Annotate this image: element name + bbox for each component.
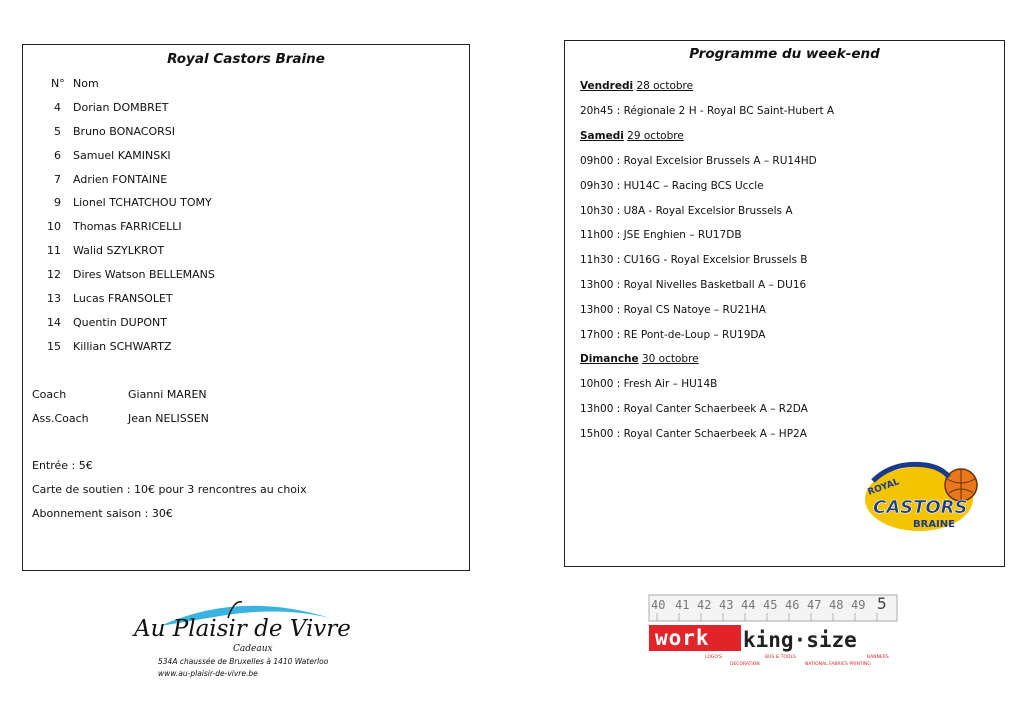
ruler-mark: 41: [675, 598, 690, 612]
logo-text-braine: BRAINE: [913, 519, 955, 530]
sponsor-address: 534A chaussée de Bruxelles à 1410 Waterloo: [158, 657, 329, 666]
day-heading-sunday: [580, 353, 699, 365]
player-number: 10: [47, 220, 61, 233]
player-name: Adrien FONTAINE: [73, 173, 168, 186]
header-num: N°: [51, 77, 65, 90]
day-name: Dimanche: [580, 353, 639, 365]
staff-name: Jean NELISSEN: [128, 412, 209, 425]
day-date: 28 octobre: [636, 80, 694, 92]
ruler-mark: 46: [785, 598, 800, 612]
ruler-mark: 40: [651, 598, 666, 612]
roster-panel: [22, 44, 470, 571]
price-season: Abonnement saison : 30€: [32, 507, 173, 520]
player-name: Dorian DOMBRET: [73, 101, 169, 114]
list-item: 13h00 : Royal Canter Schaerbeek A – R2DA: [580, 403, 808, 415]
program-title: Programme du week-end: [689, 46, 880, 62]
player-name: Lionel TCHATCHOU TOMY: [73, 196, 212, 209]
price-support-card: Carte de soutien : 10€ pour 3 rencontres au choix: [32, 483, 307, 496]
list-item: 20h45 : Régionale 2 H - Royal BC Saint-Hubert A: [580, 105, 835, 117]
brand-text-work: work: [655, 626, 710, 650]
staff-name: Gianni MAREN: [128, 388, 207, 401]
list-item: 10h30 : U8A - Royal Excelsior Brussels A: [580, 205, 793, 217]
day-name: Vendredi: [580, 80, 634, 92]
list-item: 11h00 : JSE Enghien – RU17DB: [580, 229, 742, 241]
player-number: 4: [54, 101, 61, 114]
player-name: Quentin DUPONT: [73, 316, 167, 329]
player-number: 6: [54, 149, 61, 162]
list-item: 10h00 : Fresh Air – HU14B: [580, 378, 718, 390]
working-size-logo: [645, 593, 900, 673]
castors-logo: [853, 455, 981, 539]
brand-tag: NATIONAL FABRICS PRINTING: [805, 662, 871, 667]
roster-title: Royal Castors Braine: [167, 51, 325, 67]
sponsor-website: www.au-plaisir-de-vivre.be: [158, 669, 258, 678]
ruler-mark: 47: [807, 598, 822, 612]
day-heading-saturday: [580, 130, 684, 142]
list-item: 09h30 : HU14C – Racing BCS Uccle: [580, 180, 764, 192]
brand-tag: LOGO'S: [705, 655, 723, 660]
header-name: Nom: [73, 77, 99, 90]
player-number: 7: [54, 173, 61, 186]
player-number: 11: [47, 244, 61, 257]
list-item: 09h00 : Royal Excelsior Brussels A – RU14HD: [580, 155, 817, 167]
player-name: Dires Watson BELLEMANS: [73, 268, 215, 281]
player-name: Walid SZYLKROT: [73, 244, 165, 257]
player-number: 12: [47, 268, 61, 281]
day-date: 30 octobre: [641, 353, 699, 365]
ruler-mark: 42: [697, 598, 712, 612]
ruler-mark: 43: [719, 598, 734, 612]
list-item: 13h00 : Royal CS Natoye – RU21HA: [580, 304, 766, 316]
ruler-mark: 44: [741, 598, 756, 612]
player-number: 5: [54, 125, 61, 138]
staff-role: Coach: [32, 388, 67, 401]
day-name: Samedi: [580, 130, 624, 142]
logo-text-castors: CASTORS: [873, 497, 968, 518]
ruler-mark: 48: [829, 598, 844, 612]
player-number: 9: [54, 196, 61, 209]
staff-role: Ass.Coach: [32, 412, 89, 425]
list-item: 11h30 : CU16G - Royal Excelsior Brussels B: [580, 254, 808, 266]
brand-tag: BANNERS: [867, 655, 889, 660]
player-name: Killian SCHWARTZ: [73, 340, 172, 353]
logo-text-name: Au Plaisir de Vivre: [134, 616, 351, 642]
player-number: 15: [47, 340, 61, 353]
day-date: 29 octobre: [627, 130, 684, 142]
list-item: 17h00 : RE Pont-de-Loup – RU19DA: [580, 329, 766, 341]
price-entry: Entrée : 5€: [32, 459, 93, 472]
brand-tag: BUS & TOOLS: [765, 655, 796, 660]
list-item: 15h00 : Royal Canter Schaerbeek A – HP2A: [580, 428, 807, 440]
player-number: 13: [47, 292, 61, 305]
logo-text-royal: ROYAL: [866, 477, 901, 498]
list-item: 13h00 : Royal Nivelles Basketball A – DU16: [580, 279, 807, 291]
ruler-mark: 49: [851, 598, 866, 612]
day-heading-friday: [580, 80, 693, 92]
brand-tag: DECORATION: [730, 662, 760, 667]
plaisir-de-vivre-logo: [130, 596, 370, 686]
logo-text-sub: Cadeaux: [233, 644, 273, 654]
brand-text-kingsize: king·size: [743, 628, 857, 652]
ruler-mark: 45: [763, 598, 778, 612]
player-name: Samuel KAMINSKI: [73, 149, 171, 162]
player-number: 14: [47, 316, 61, 329]
ruler-mark: 5: [877, 594, 887, 613]
player-name: Bruno BONACORSI: [73, 125, 176, 138]
player-name: Lucas FRANSOLET: [73, 292, 173, 305]
player-name: Thomas FARRICELLI: [73, 220, 182, 233]
